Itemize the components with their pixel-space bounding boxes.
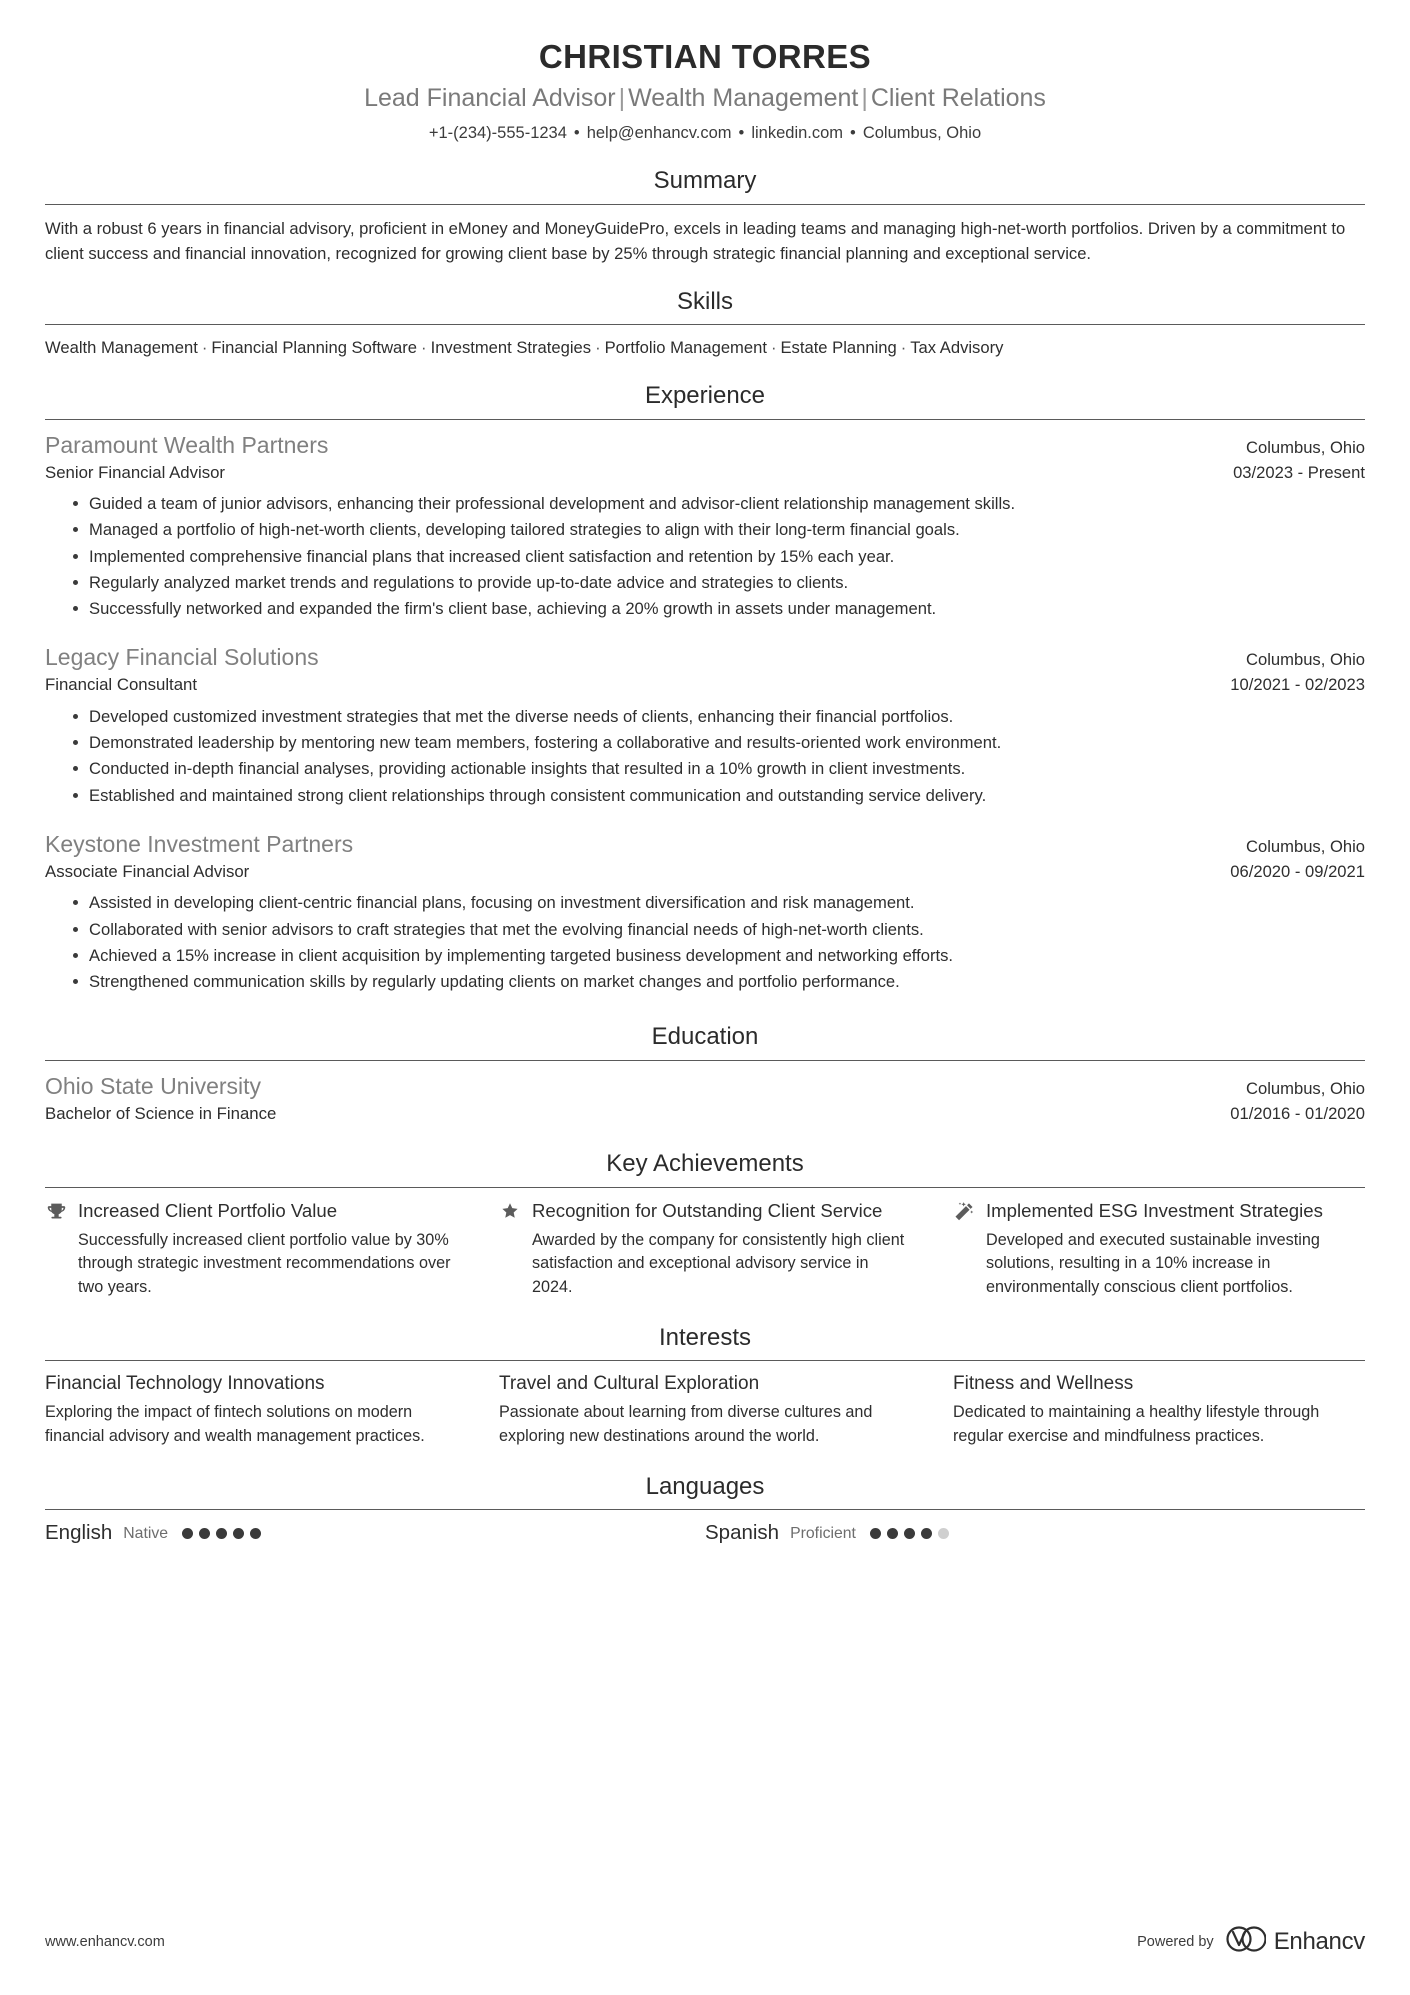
language-rating-dots <box>870 1528 949 1539</box>
section-rule-skills <box>45 324 1365 325</box>
employer-name: Keystone Investment Partners <box>45 830 354 857</box>
language-name: English <box>45 1521 113 1545</box>
enhancv-logo <box>1224 1926 1365 1957</box>
employer-location: Columbus, Ohio <box>1246 650 1365 670</box>
job-bullets <box>45 890 1365 994</box>
language-rating-dot <box>921 1528 932 1539</box>
language-rating-dots <box>182 1528 261 1539</box>
section-rule-experience <box>45 419 1365 420</box>
resume-header <box>45 30 1365 144</box>
job-bullet: Demonstrated leadership by mentoring new team members, fostering a collaborative and results-oriented work environment. <box>73 730 1365 755</box>
language-rating-dot <box>870 1528 881 1539</box>
experience-entry-sub <box>45 861 1365 884</box>
interest-title: Fitness and Wellness <box>953 1373 1134 1395</box>
job-dates: 06/2020 - 09/2021 <box>1230 861 1365 881</box>
contact-phone: +1-(234)-555-1234 <box>428 123 567 142</box>
achievement-description: Successfully increased client portfolio value by 30% through strategic investment recommendations over two years. <box>78 1230 451 1296</box>
section-rule-interests <box>45 1360 1365 1361</box>
headline-part-2: Wealth Management <box>628 84 859 113</box>
achievement-title: Implemented ESG Investment Strategies <box>986 1199 1323 1221</box>
job-bullet: Implemented comprehensive financial plans that increased client satisfaction and retention by 15% each year. <box>73 544 1365 569</box>
headline-separator-2: | <box>861 84 868 113</box>
experience-entry-top <box>45 830 1365 860</box>
job-bullet: Regularly analyzed market trends and regulations to provide up-to-date advice and strategies to clients. <box>73 570 1365 595</box>
degree-dates: 01/2016 - 01/2020 <box>1230 1103 1365 1123</box>
job-bullet: Successfully networked and expanded the firm's client base, achieving a 20% growth in assets under management. <box>73 596 1365 621</box>
school-location: Columbus, Ohio <box>1246 1078 1365 1098</box>
job-bullet: Developed customized investment strategies that met the diverse needs of clients, enhancing their financial portfolios. <box>73 704 1365 729</box>
footer-branding <box>1137 1926 1365 1957</box>
section-title-languages: Languages <box>645 1473 765 1501</box>
footer-url[interactable]: www.enhancv.com <box>45 1933 165 1950</box>
skill-separator: · <box>201 338 208 358</box>
magic-wand-icon <box>953 1200 975 1224</box>
section-achievements <box>45 1151 1365 1299</box>
section-rule-achievements <box>45 1187 1365 1188</box>
contact-separator-3: • <box>850 123 856 142</box>
achievement-header <box>45 1199 457 1224</box>
education-entry <box>45 1072 1365 1126</box>
summary-text: With a robust 6 years in financial advisory, proficient in eMoney and MoneyGuidePro, excels in leading teams and managing high-net-worth portfolios. Driven by a commitment to client success and financial innovation, recognized for growing client base by 25% through strategic financial planning and exceptional service. <box>45 218 1346 264</box>
job-dates: 03/2023 - Present <box>1233 462 1365 482</box>
achievement-description: Developed and executed sustainable investing solutions, resulting in a 10% increase in environmentally conscious client portfolios. <box>986 1230 1320 1296</box>
enhancv-wordmark: Enhancv <box>1273 1927 1365 1955</box>
job-bullet: Collaborated with senior advisors to craft strategies that met the evolving financial needs of high-net-worth clients. <box>73 917 1365 942</box>
skill-item: Investment Strategies <box>430 338 592 358</box>
interest-description: Dedicated to maintaining a healthy lifestyle through regular exercise and mindfulness practices. <box>953 1403 1320 1445</box>
trophy-icon <box>45 1200 67 1224</box>
interest-description: Passionate about learning from diverse cultures and exploring new destinations around the world. <box>499 1403 873 1445</box>
achievement-title: Recognition for Outstanding Client Service <box>532 1199 883 1221</box>
job-bullet: Established and maintained strong client relationships through consistent communication and outstanding service delivery. <box>73 783 1365 808</box>
enhancv-mark-icon <box>1224 1926 1266 1957</box>
skill-separator: · <box>595 338 601 358</box>
language-rating-dot <box>938 1528 949 1539</box>
employer-location: Columbus, Ohio <box>1246 836 1365 856</box>
interest-description: Exploring the impact of fintech solutions on modern financial advisory and wealth management practices. <box>45 1403 425 1445</box>
headline-part-3: Client Relations <box>870 84 1046 113</box>
job-bullets <box>45 491 1365 621</box>
achievement-item <box>45 1199 457 1299</box>
interests-grid <box>45 1372 1365 1448</box>
language-rating-dot <box>182 1528 193 1539</box>
experience-entries <box>45 431 1365 995</box>
skill-item: Tax Advisory <box>910 338 1004 358</box>
interest-title: Travel and Cultural Exploration <box>499 1373 760 1395</box>
skill-item: Portfolio Management <box>604 338 767 358</box>
contact-location: Columbus, Ohio <box>862 123 982 142</box>
job-bullet: Assisted in developing client-centric financial plans, focusing on investment diversification and risk management. <box>73 890 1365 915</box>
section-experience <box>45 383 1365 994</box>
experience-entry-top <box>45 431 1365 461</box>
skill-item: Estate Planning <box>780 338 897 358</box>
contact-email[interactable]: help@enhancv.com <box>586 123 732 142</box>
section-summary <box>45 168 1365 267</box>
section-title-experience: Experience <box>644 382 766 410</box>
degree-title: Bachelor of Science in Finance <box>45 1103 277 1123</box>
language-rating-dot <box>250 1528 261 1539</box>
job-bullet: Conducted in-depth financial analyses, providing actionable insights that resulted in a 10% growth in client investments. <box>73 756 1365 781</box>
education-entry-top <box>45 1072 1365 1102</box>
education-entries <box>45 1072 1365 1126</box>
language-rating-dot <box>216 1528 227 1539</box>
section-languages <box>45 1474 1365 1546</box>
job-bullet: Managed a portfolio of high-net-worth clients, developing tailored strategies to align with their long-term financial goals. <box>73 517 1365 542</box>
language-level: Proficient <box>790 1524 856 1542</box>
employer-location: Columbus, Ohio <box>1246 437 1365 457</box>
job-dates: 10/2021 - 02/2023 <box>1230 675 1365 695</box>
job-bullets <box>45 704 1365 808</box>
interest-item <box>953 1372 1365 1448</box>
section-education <box>45 1024 1365 1125</box>
achievement-header <box>953 1199 1365 1224</box>
experience-entry-top <box>45 643 1365 673</box>
experience-entry-sub <box>45 674 1365 697</box>
section-interests <box>45 1325 1365 1448</box>
education-entry-sub <box>45 1103 1365 1126</box>
skill-item: Wealth Management <box>45 338 198 358</box>
skill-separator: · <box>421 338 427 358</box>
interest-title: Financial Technology Innovations <box>45 1373 325 1395</box>
achievement-header <box>499 1199 911 1224</box>
job-bullet: Strengthened communication skills by regularly updating clients on market changes and portfolio performance. <box>73 969 1365 994</box>
achievement-description: Awarded by the company for consistently high client satisfaction and exceptional advisory service in 2024. <box>532 1230 905 1296</box>
experience-entry <box>45 431 1365 622</box>
contact-separator-1: • <box>573 123 580 142</box>
section-rule-summary <box>45 204 1365 205</box>
skill-separator: · <box>900 338 907 358</box>
star-icon <box>499 1200 521 1224</box>
contact-website[interactable]: linkedin.com <box>751 123 844 142</box>
contact-line <box>45 123 1365 144</box>
section-rule-languages <box>45 1509 1365 1510</box>
language-item <box>45 1521 705 1546</box>
language-name: Spanish <box>705 1521 780 1545</box>
employer-name: Legacy Financial Solutions <box>45 644 319 671</box>
language-rating-dot <box>233 1528 244 1539</box>
job-title: Financial Consultant <box>45 675 198 695</box>
powered-by-label: Powered by <box>1137 1933 1214 1950</box>
section-title-skills: Skills <box>676 288 733 316</box>
job-title: Senior Financial Advisor <box>45 462 226 482</box>
experience-entry-sub <box>45 462 1365 485</box>
language-rating-dot <box>887 1528 898 1539</box>
candidate-headline <box>45 82 1365 115</box>
job-title: Associate Financial Advisor <box>45 861 250 881</box>
job-bullet: Guided a team of junior advisors, enhancing their professional development and advisor-client relationship management skills. <box>73 491 1365 516</box>
achievement-item <box>953 1199 1365 1299</box>
language-level: Native <box>123 1524 169 1542</box>
headline-part-1: Lead Financial Advisor <box>364 84 616 113</box>
skill-item: Financial Planning Software <box>211 338 418 358</box>
languages-list <box>45 1521 1365 1546</box>
experience-entry <box>45 643 1365 807</box>
school-name: Ohio State University <box>45 1072 262 1099</box>
section-title-interests: Interests <box>658 1324 752 1352</box>
language-rating-dot <box>904 1528 915 1539</box>
experience-entry <box>45 830 1365 994</box>
achievement-title: Increased Client Portfolio Value <box>78 1199 338 1221</box>
page-footer <box>45 1926 1365 1957</box>
employer-name: Paramount Wealth Partners <box>45 431 329 458</box>
section-title-summary: Summary <box>653 167 757 195</box>
section-title-education: Education <box>651 1023 759 1051</box>
skills-list <box>45 336 1365 361</box>
skill-separator: · <box>770 338 777 358</box>
section-title-achievements: Key Achievements <box>606 1150 804 1178</box>
section-rule-education <box>45 1060 1365 1061</box>
achievement-item <box>499 1199 911 1299</box>
headline-separator-1: | <box>618 84 626 113</box>
contact-separator-2: • <box>738 123 745 142</box>
interest-item <box>45 1372 457 1448</box>
language-item <box>705 1521 1365 1546</box>
job-bullet: Achieved a 15% increase in client acquisition by implementing targeted business development and networking efforts. <box>73 943 1365 968</box>
interest-item <box>499 1372 911 1448</box>
achievements-grid <box>45 1199 1365 1299</box>
section-skills <box>45 289 1365 361</box>
candidate-name: CHRISTIAN TORRES <box>538 38 872 75</box>
language-rating-dot <box>199 1528 210 1539</box>
